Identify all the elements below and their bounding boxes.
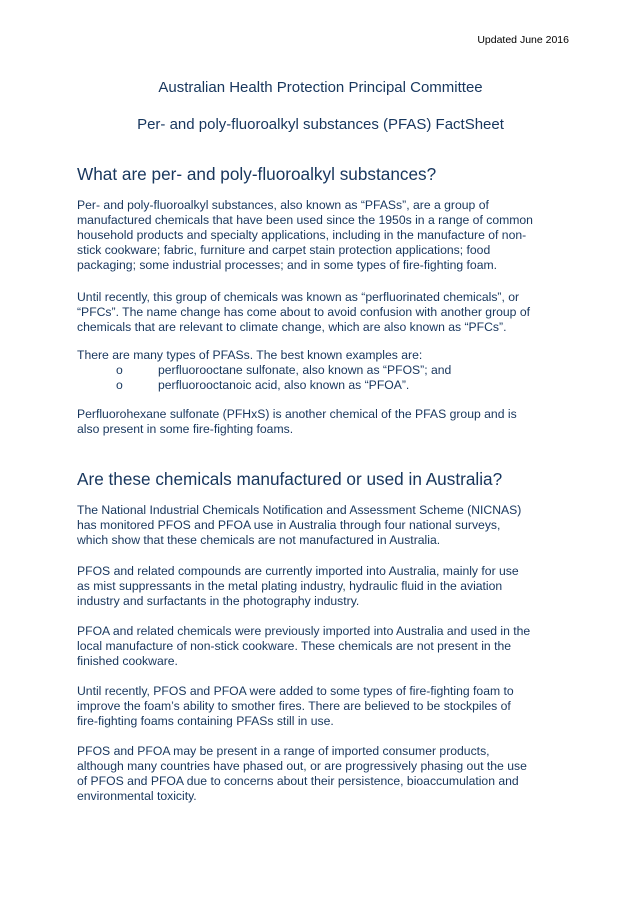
text-line: although many countries have phased out, or are progressively phasing out the use: [77, 759, 527, 773]
text-line: Perfluorohexane sulfonate (PFHxS) is another chemical of the PFAS group and is: [77, 407, 517, 421]
bullet-icon: o: [116, 378, 123, 392]
text-line: Until recently, PFOS and PFOA were added to some types of fire-fighting foam to: [77, 684, 514, 698]
list-item: [77, 378, 577, 393]
document-title: Australian Health Protection Principal Committee: [158, 79, 483, 96]
text-line: There are many types of PFASs. The best known examples are:: [77, 348, 423, 362]
text-line: PFOA and related chemicals were previously imported into Australia and used in the: [77, 624, 531, 638]
text-line: Until recently, this group of chemicals was known as “perfluorinated chemicals”, or: [77, 290, 520, 304]
text-line: chemicals that are relevant to climate change, which are also known as “PFCs”.: [77, 320, 507, 334]
section-heading-what-are-pfas: What are per- and poly-fluoroalkyl substances?: [77, 164, 437, 184]
text-line: of PFOS and PFOA due to concerns about their persistence, bioaccumulation and: [77, 774, 519, 788]
paragraph-pfoa-cookware: [77, 624, 577, 669]
examples-bullet-list: [77, 363, 577, 393]
paragraph-nicnas: [77, 503, 577, 548]
text-line: industry and surfactants in the photography industry.: [77, 594, 360, 608]
text-line: PFOS and PFOA may be present in a range of imported consumer products,: [77, 744, 490, 758]
paragraph-pfas-definition: [77, 198, 577, 273]
paragraph-name-change: [77, 290, 577, 335]
section-heading-used-in-australia: Are these chemicals manufactured or used in Australia?: [77, 469, 503, 489]
updated-date: Updated June 2016: [477, 34, 569, 46]
text-line: PFOS and related compounds are currently imported into Australia, mainly for use: [77, 564, 519, 578]
text-line: household products and specialty applications, including in the manufacture of non-: [77, 228, 527, 242]
text-line: Per- and poly-fluoroalkyl substances, also known as “PFASs”, are a group of: [77, 198, 489, 212]
paragraph-fire-fighting-foam: [77, 684, 577, 729]
text-line: also present in some fire-fighting foams.: [77, 422, 294, 436]
bullet-icon: o: [116, 363, 123, 377]
text-line: The National Industrial Chemicals Notification and Assessment Scheme (NICNAS): [77, 503, 522, 517]
text-line: packaging; some industrial processes; and in some types of fire-fighting foam.: [77, 258, 498, 272]
text-line: local manufacture of non-stick cookware. These chemicals are not present in the: [77, 639, 512, 653]
list-item-text: perfluorooctane sulfonate, also known as “PFOS”; and: [158, 363, 452, 377]
paragraph-pfos-imports: [77, 564, 577, 609]
list-item: [77, 363, 577, 378]
document-subtitle: Per- and poly-fluoroalkyl substances (PFAS) FactSheet: [137, 116, 504, 133]
text-line: stick cookware; fabric, furniture and carpet stain protection applications; food: [77, 243, 491, 257]
text-line: improve the foam’s ability to smother fires. There are believed to be stockpiles of: [77, 699, 511, 713]
text-line: finished cookware.: [77, 654, 178, 668]
list-item-text: perfluorooctanoic acid, also known as “PFOA”.: [158, 378, 410, 392]
paragraph-examples-intro: [77, 348, 577, 363]
text-line: fire-fighting foams containing PFASs still in use.: [77, 714, 334, 728]
text-line: which show that these chemicals are not manufactured in Australia.: [77, 533, 441, 547]
text-line: as mist suppressants in the metal plating industry, hydraulic fluid in the aviation: [77, 579, 503, 593]
text-line: has monitored PFOS and PFOA use in Australia through four national surveys,: [77, 518, 501, 532]
paragraph-consumer-products: [77, 744, 577, 804]
text-line: manufactured chemicals that have been used since the 1950s in a range of common: [77, 213, 533, 227]
text-line: “PFCs”. The name change has come about to avoid confusion with another group of: [77, 305, 531, 319]
paragraph-pfhxs: [77, 407, 577, 437]
text-line: environmental toxicity.: [77, 789, 197, 803]
